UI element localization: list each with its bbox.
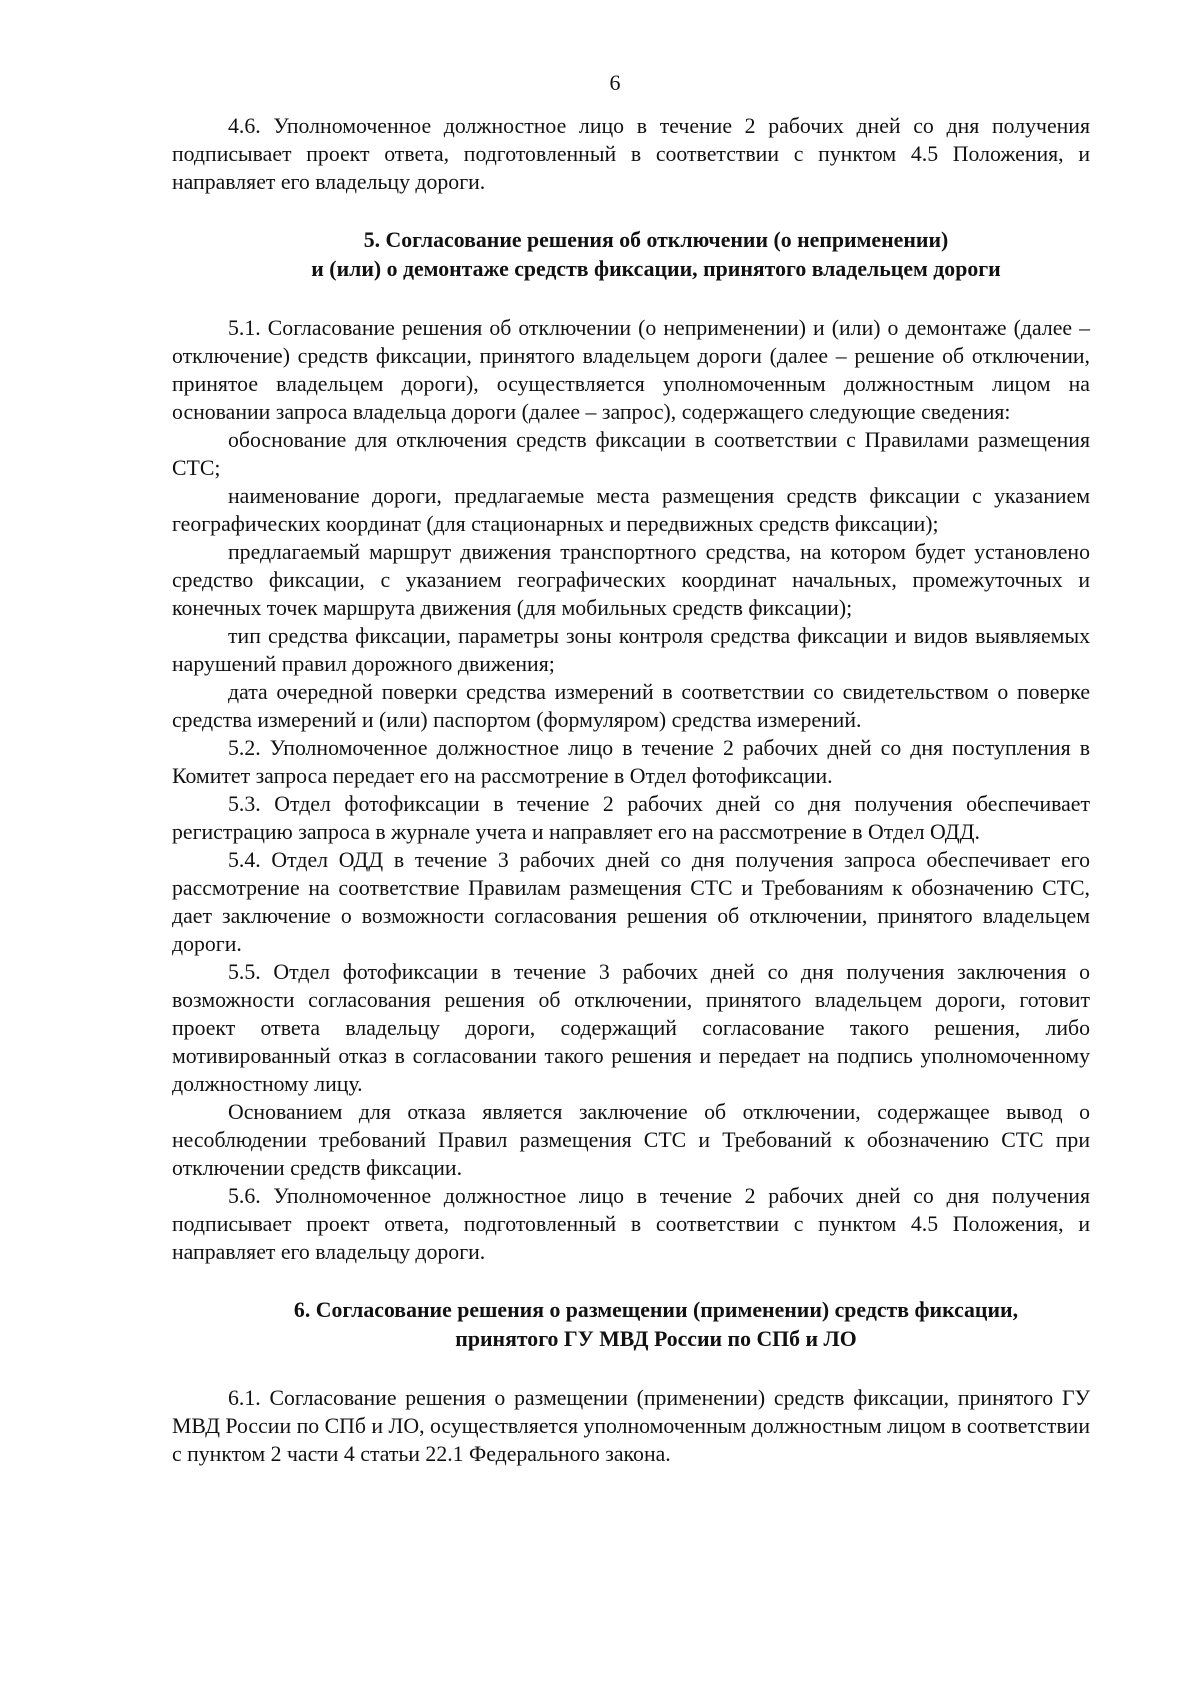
document-body [172, 112, 1090, 1468]
paragraph-5-4: 5.4. Отдел ОДД в течение 3 рабочих дней со дня получения запроса обеспечивает его рассмотрение на соответствие Правилам размещения СТС и Требованиям к обозначению СТС, дает заключение о возможности согласования решения об отключении, принятого владельцем дороги. [172, 848, 1090, 956]
paragraph-5-5: 5.5. Отдел фотофиксации в течение 3 рабочих дней со дня получения заключения о возможности согласования решения об отключении, принятого владельцем дороги, готовит проект ответа владельцу дороги, содержащий согласование такого решения, либо мотивированный отказ в согласовании такого решения и передает на подпись уполномоченному должностному лицу. [172, 960, 1090, 1096]
spacer [172, 1354, 1090, 1384]
list-item-verification-date: дата очередной поверки средства измерений в соответствии со свидетельством о поверке средства измерений и (или) паспортом (формуляром) средства измерений. [172, 680, 1090, 732]
paragraph-5-3: 5.3. Отдел фотофиксации в течение 2 рабочих дней со дня получения обеспечивает регистрацию запроса в журнале учета и направляет его на рассмотрение в Отдел ОДД. [172, 792, 1090, 844]
paragraph-refusal-basis: Основанием для отказа является заключение об отключении, содержащее вывод о несоблюдении требований Правил размещения СТС и Требований к обозначению СТС при отключении средств фиксации. [172, 1100, 1090, 1180]
page-number: 6 [609, 70, 621, 95]
paragraph-5-2: 5.2. Уполномоченное должностное лицо в течение 2 рабочих дней со дня поступления в Комитет запроса передает его на рассмотрение в Отдел фотофиксации. [172, 736, 1090, 788]
list-item-device-type: тип средства фиксации, параметры зоны контроля средства фиксации и видов выявляемых нарушений правил дорожного движения; [172, 624, 1090, 676]
section-5-title-line-2: и (или) о демонтаже средств фиксации, принятого владельцем дороги [311, 257, 1001, 281]
section-5-heading [172, 226, 1090, 284]
paragraph-5-6: 5.6. Уполномоченное должностное лицо в течение 2 рабочих дней со дня получения подписывает проект ответа, подготовленный в соответствии с пунктом 4.5 Положения, и направляет его владельцу дороги. [172, 1184, 1090, 1264]
paragraph-5-1: 5.1. Согласование решения об отключении (о неприменении) и (или) о демонтаже (далее – отключение) средств фиксации, принятого владельцем дороги (далее – решение об отключении, принятое владельцем дороги), осуществляется уполномоченным должностным лицом на основании запроса владельца дороги (далее – запрос), содержащего следующие сведения: [172, 316, 1090, 424]
spacer [172, 196, 1090, 226]
paragraph-6-1: 6.1. Согласование решения о размещении (применении) средств фиксации, принятого ГУ МВД России по СПб и ЛО, осуществляется уполномоченным должностным лицом в соответствии с пунктом 2 части 4 статьи 22.1 Федерального закона. [172, 1386, 1090, 1466]
section-6-title-line-2: принятого ГУ МВД России по СПб и ЛО [455, 1327, 857, 1351]
paragraph-4-6: 4.6. Уполномоченное должностное лицо в течение 2 рабочих дней со дня получения подписывает проект ответа, подготовленный в соответствии с пунктом 4.5 Положения, и направляет его владельцу дороги. [172, 114, 1090, 194]
spacer [172, 1266, 1090, 1296]
list-item-route: предлагаемый маршрут движения транспортного средства, на котором будет установлено средство фиксации, с указанием географических координат начальных, промежуточных и конечных точек маршрута движения (для мобильных средств фиксации); [172, 540, 1090, 620]
spacer [172, 284, 1090, 314]
section-6-heading [172, 1296, 1090, 1354]
section-6-title-line-1: 6. Согласование решения о размещении (применении) средств фиксации, [293, 1298, 1019, 1322]
list-item-justification: обоснование для отключения средств фиксации в соответствии с Правилами размещения СТС; [172, 428, 1090, 480]
section-5-title-line-1: 5. Согласование решения об отключении (о неприменении) [363, 228, 949, 252]
list-item-road-name: наименование дороги, предлагаемые места размещения средств фиксации с указанием географических координат (для стационарных и передвижных средств фиксации); [172, 484, 1090, 536]
